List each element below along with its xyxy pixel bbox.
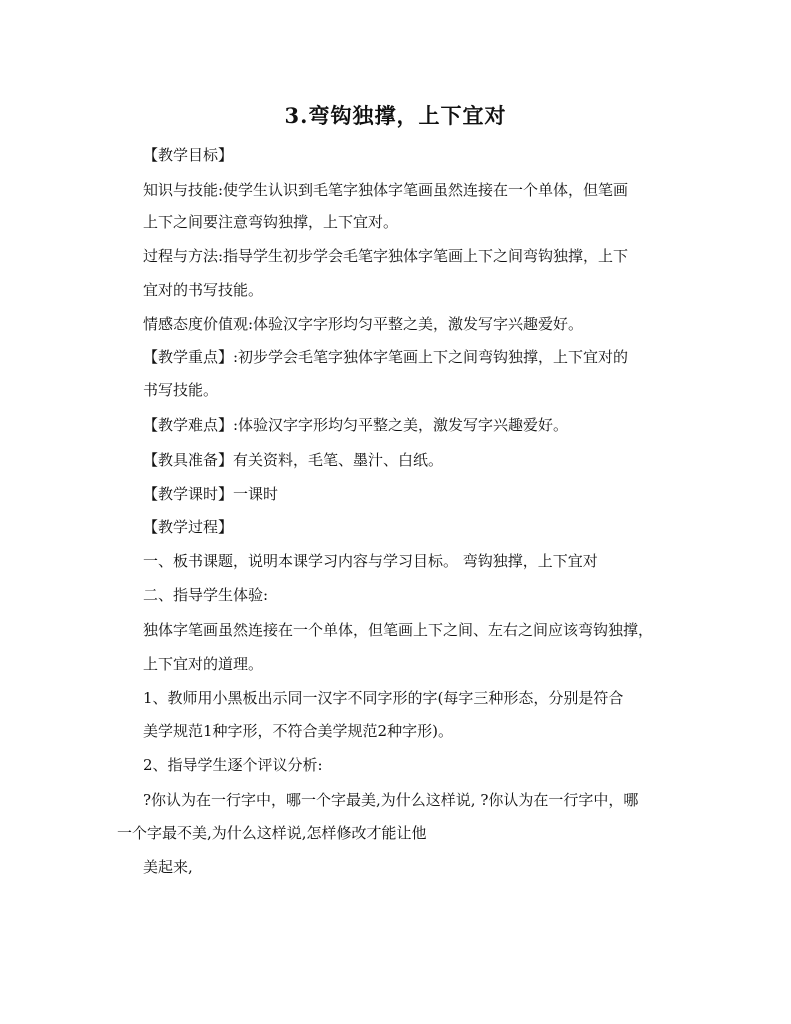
paragraph-line: 二、指导学生体验: xyxy=(143,586,269,604)
paragraph-line: 知识与技能:使学生认识到毛笔字独体字笔画虽然连接在一个单体，但笔画 xyxy=(143,181,629,199)
paragraph-line: 书写技能。 xyxy=(143,381,219,399)
paragraph-line: 宜对的书写技能。 xyxy=(143,281,264,299)
heading-materials: 【教具准备】有关资料，毛笔、墨汁、白纸。 xyxy=(143,451,444,469)
heading-key-points: 【教学重点】:初步学会毛笔字独体字笔画上下之间弯钩独撑，上下宜对的 xyxy=(143,348,629,366)
heading-teaching-objectives: 【教学目标】 xyxy=(143,146,234,164)
heading-class-hours: 【教学课时】一课时 xyxy=(143,485,279,503)
paragraph-line: 上下宜对的道理。 xyxy=(143,655,264,673)
paragraph-line: 情感态度价值观:体验汉字字形均匀平整之美，激发写字兴趣爱好。 xyxy=(143,315,584,333)
paragraph-line: 2、指导学生逐个评议分析: xyxy=(143,756,323,774)
paragraph-line: 一、板书课题，说明本课学习内容与学习目标。 弯钩独撑，上下宜对 xyxy=(143,552,598,570)
paragraph-line: 1、教师用小黑板出示同一汉字不同字形的字(每字三种形态，分别是符合 xyxy=(143,689,624,707)
paragraph-line: 过程与方法:指导学生初步学会毛笔字独体字笔画上下之间弯钩独撑，上下 xyxy=(143,247,629,265)
paragraph-line: 独体字笔画虽然连接在一个单体，但笔画上下之间、左右之间应该弯钩独撑， xyxy=(143,621,654,639)
page-title: 3.弯钩独撑，上下宜对 xyxy=(284,103,507,128)
heading-difficulties: 【教学难点】:体验汉字字形均匀平整之美，激发写字兴趣爱好。 xyxy=(143,416,569,434)
paragraph-line: 美学规范1种字形，不符合美学规范2种字形)。 xyxy=(143,722,453,740)
paragraph-line: 上下之间要注意弯钩独撑，上下宜对。 xyxy=(143,213,399,231)
paragraph-line: 一个字最不美,为什么这样说,怎样修改才能让他 xyxy=(117,824,427,842)
paragraph-line: ?你认为在一行字中，哪一个字最美,为什么这样说, ?你认为在一行字中，哪 xyxy=(143,791,639,809)
heading-teaching-process: 【教学过程】 xyxy=(143,518,234,536)
paragraph-line: 美起来, xyxy=(143,858,193,876)
